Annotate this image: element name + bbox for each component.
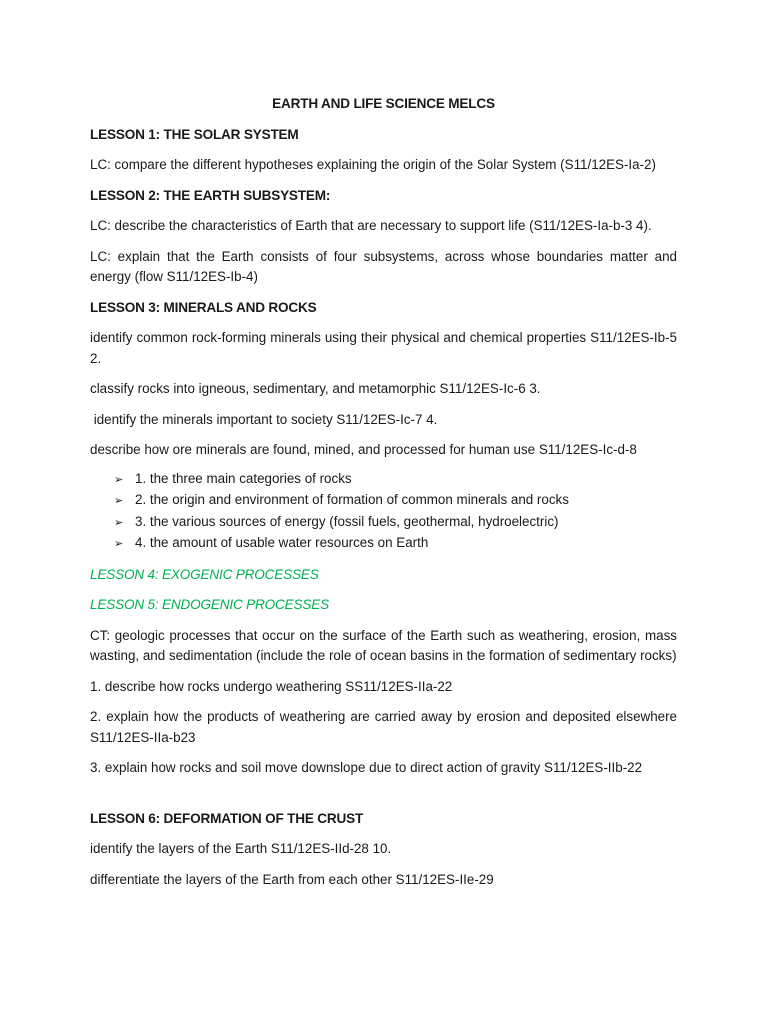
arrowhead-bullet-icon: ➢ bbox=[114, 516, 124, 529]
document-title: EARTH AND LIFE SCIENCE MELCS bbox=[272, 96, 495, 111]
bullet-text: 1. the three main categories of rocks bbox=[135, 470, 352, 486]
lesson4-heading: LESSON 4: EXOGENIC PROCESSES bbox=[90, 566, 319, 582]
lesson5-item3: 3. explain how rocks and soil move downslope due to direct action of gravity S11/12ES-IIb-22 bbox=[90, 760, 643, 775]
lesson6-heading: LESSON 6: DEFORMATION OF THE CRUST bbox=[90, 810, 364, 826]
arrowhead-bullet-icon: ➢ bbox=[114, 538, 124, 550]
bullet-text: 4. the amount of usable water resources on Earth bbox=[135, 535, 429, 550]
list-item bbox=[114, 490, 677, 512]
list-item bbox=[114, 512, 677, 534]
lesson2-lc2: LC: explain that the Earth consists of four subsystems, across whose boundaries matter and energy (flow S11/12ES-Ib-4) bbox=[90, 248, 677, 284]
lesson1-lc1: LC: compare the different hypotheses explaining the origin of the Solar System (S11/12ES-Ia-2) bbox=[90, 157, 656, 172]
list-item bbox=[114, 533, 677, 555]
lesson3-p3: identify the minerals important to society S11/12ES-Ic-7 4. bbox=[90, 411, 438, 427]
lesson1-heading: LESSON 1: THE SOLAR SYSTEM bbox=[90, 126, 299, 142]
lesson3-heading: LESSON 3: MINERALS AND ROCKS bbox=[90, 299, 317, 315]
lesson3-bullet-list bbox=[90, 469, 677, 555]
lesson3-p4: describe how ore minerals are found, mined, and processed for human use S11/12ES-Ic-d-8 bbox=[90, 442, 637, 457]
lesson3-p1: identify common rock-forming minerals using their physical and chemical properties S11/12ES-Ib-5 2. bbox=[90, 330, 677, 366]
lesson2-lc1: LC: describe the characteristics of Earth that are necessary to support life (S11/12ES-Ia-b-3 4). bbox=[90, 218, 652, 233]
spacer bbox=[90, 789, 677, 809]
lesson5-item2: 2. explain how the products of weathering are carried away by erosion and deposited elsewhere S11/12ES-IIa-b23 bbox=[90, 709, 677, 745]
bullet-text: 3. the various sources of energy (fossil fuels, geothermal, hydroelectric) bbox=[135, 513, 559, 529]
arrowhead-bullet-icon: ➢ bbox=[114, 473, 124, 486]
document-page bbox=[90, 94, 677, 900]
lesson6-p2: differentiate the layers of the Earth from each other S11/12ES-IIe-29 bbox=[90, 871, 494, 887]
lesson6-p1: identify the layers of the Earth S11/12ES-IId-28 10. bbox=[90, 841, 392, 856]
lesson5-ct: CT: geologic processes that occur on the surface of the Earth such as weathering, erosion, mass wasting, and sedimentation (include the role of ocean basins in the formation of sedimentary rocks) bbox=[90, 627, 677, 663]
lesson5-heading: LESSON 5: ENDOGENIC PROCESSES bbox=[90, 597, 329, 612]
list-item bbox=[114, 469, 677, 491]
lesson3-p2: classify rocks into igneous, sedimentary, and metamorphic S11/12ES-Ic-6 3. bbox=[90, 381, 541, 396]
lesson5-item1: 1. describe how rocks undergo weathering SS11/12ES-IIa-22 bbox=[90, 678, 453, 694]
bullet-text: 2. the origin and environment of formation of common minerals and rocks bbox=[135, 492, 569, 507]
arrowhead-bullet-icon: ➢ bbox=[114, 495, 124, 507]
lesson2-heading: LESSON 2: THE EARTH SUBSYSTEM: bbox=[90, 187, 331, 203]
